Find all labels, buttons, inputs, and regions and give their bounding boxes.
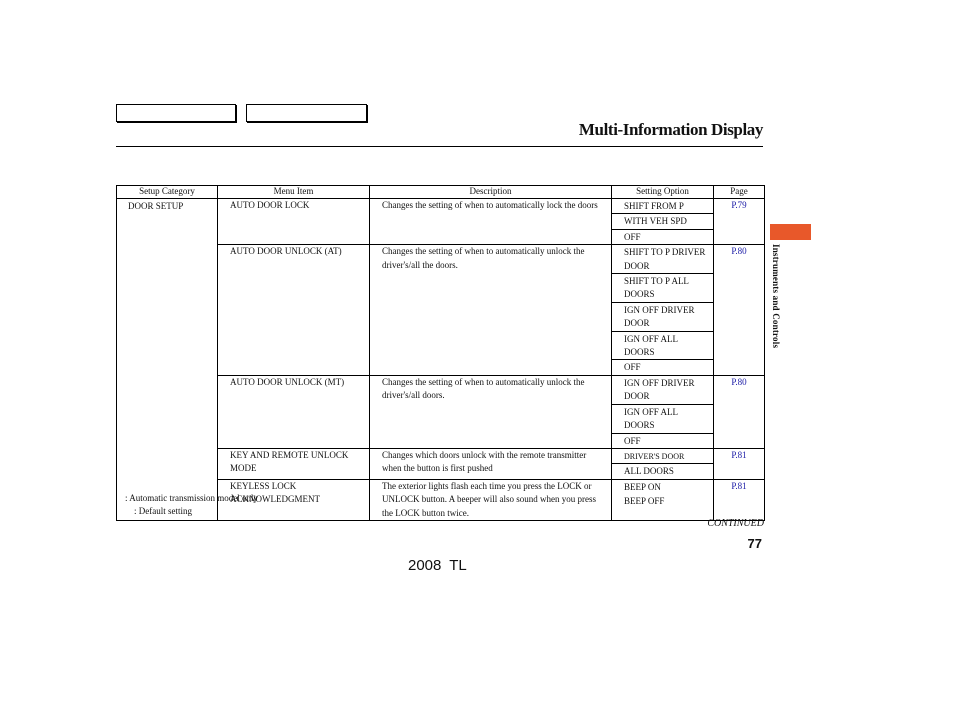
column-header: Setup Category [117, 186, 218, 199]
setting-option: WITH VEH SPD [612, 214, 714, 229]
page-ref[interactable]: P.81 [714, 479, 765, 520]
column-header: Description [370, 186, 612, 199]
menu-item: KEY AND REMOTE UNLOCK MODE [218, 448, 370, 479]
page-number: 77 [747, 536, 762, 551]
model-label: 2008 TL [408, 557, 467, 574]
menu-item: AUTO DOOR UNLOCK (AT) [218, 245, 370, 376]
column-header: Menu Item [218, 186, 370, 199]
description: The exterior lights flash each time you press the LOCK or UNLOCK button. A beeper will also sound when you press the LOCK button twice. [370, 479, 612, 520]
menu-item: KEYLESS LOCK ACKNOWLEDGMENT [218, 479, 370, 520]
menu-item: AUTO DOOR UNLOCK (MT) [218, 375, 370, 448]
table-header-row [117, 186, 765, 199]
setting-option: SHIFT TO P ALL DOORS [612, 274, 714, 303]
page-title: Multi-Information Display [578, 120, 763, 139]
setting-option: IGN OFF DRIVER DOOR [612, 375, 714, 404]
setting-option: OFF [612, 229, 714, 244]
menu-item: AUTO DOOR LOCK [218, 199, 370, 245]
footnote-default: : Default setting [134, 506, 192, 516]
section-label: Instruments and Controls [771, 244, 781, 349]
setting-option: SHIFT TO P DRIVER DOOR [612, 245, 714, 274]
description: Changes the setting of when to automatically unlock the driver's/all doors. [370, 375, 612, 448]
setting-option: SHIFT FROM P [612, 199, 714, 214]
setting-option: OFF [612, 360, 714, 375]
column-header: Setting Option [612, 186, 714, 199]
setting-option: IGN OFF DRIVER DOOR [612, 302, 714, 331]
settings-table [116, 185, 765, 521]
column-header: Page [714, 186, 765, 199]
setting-option: ALL DOORS [612, 464, 714, 479]
setup-category: DOOR SETUP [117, 199, 218, 521]
title-rule [116, 146, 763, 147]
nav-button-2[interactable] [246, 104, 367, 122]
page-ref[interactable]: P.79 [714, 199, 765, 245]
setting-option: DRIVER'S DOOR [612, 448, 714, 463]
description: Changes the setting of when to automatically unlock the driver's/all the doors. [370, 245, 612, 376]
setting-option: BEEP ON [612, 479, 714, 494]
table-row [117, 199, 765, 214]
page-ref[interactable]: P.80 [714, 375, 765, 448]
nav-button-1[interactable] [116, 104, 236, 122]
setting-option: BEEP OFF [612, 494, 714, 521]
section-tab [770, 224, 811, 240]
footnote-automatic: : Automatic transmission model only [125, 493, 258, 503]
setting-option: IGN OFF ALL DOORS [612, 404, 714, 433]
description: Changes the setting of when to automatically lock the doors [370, 199, 612, 245]
page-ref[interactable]: P.80 [714, 245, 765, 376]
continued-label: CONTINUED [707, 518, 764, 529]
setting-option: IGN OFF ALL DOORS [612, 331, 714, 360]
page-ref[interactable]: P.81 [714, 448, 765, 479]
setting-option: OFF [612, 433, 714, 448]
description: Changes which doors unlock with the remote transmitter when the button is first pushed [370, 448, 612, 479]
